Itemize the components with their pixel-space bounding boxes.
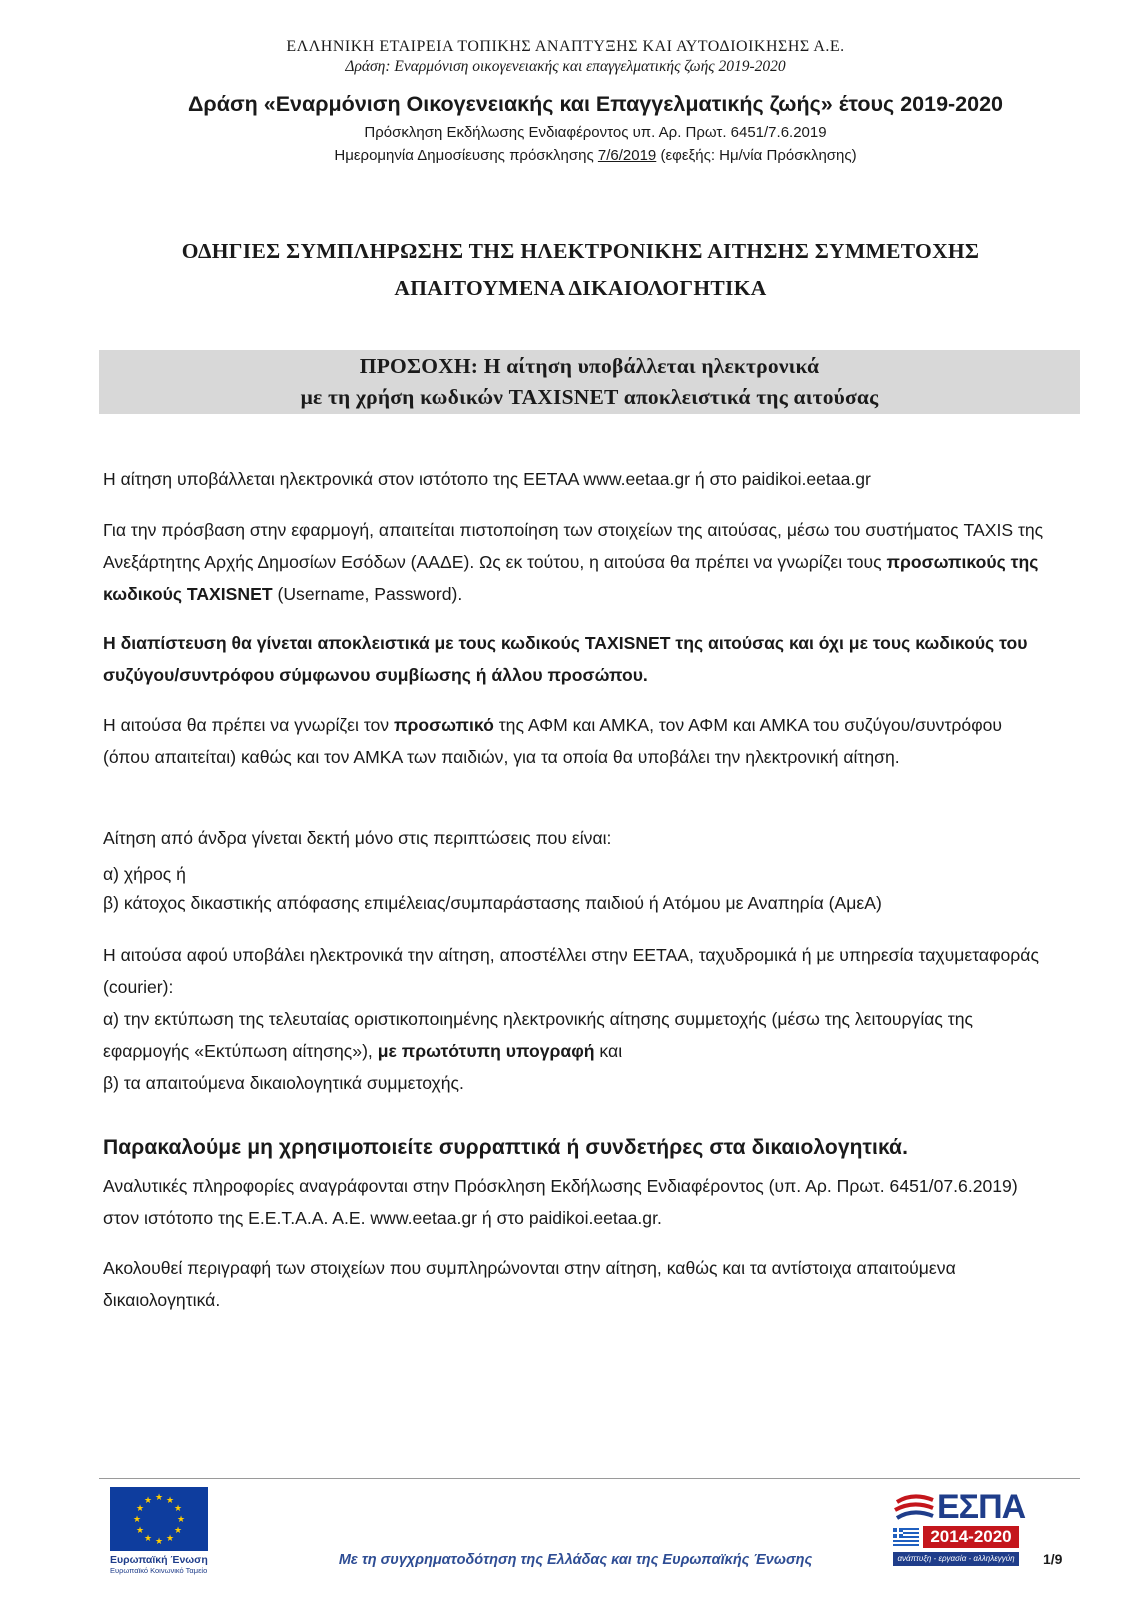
svg-text:★: ★ [132,1515,142,1525]
case-a: α) χήρος ή [103,864,186,884]
paragraph-access: Για την πρόσβαση στην εφαρμογή, απαιτείται πιστοποίηση των στοιχείων της αιτούσας, μέσω του συστήματος TAXIS της Ανεξάρτητης Αρχής Δημοσίων Εσόδων (ΑΑΔΕ). Ως εκ τούτου, η αιτούσα θα πρέπει να γνωρίζει τους προσωπικούς της κωδικούς TAXISNET (Username, Password). [103,520,1044,604]
organization-name: ΕΛΛΗΝΙΚΗ ΕΤΑΙΡΕΙΑ ΤΟΠΙΚΗΣ ΑΝΑΠΤΥΞΗΣ ΚΑΙ ΑΥΤΟΔΙΟΙΚΗΣΗΣ Α.Ε. [286,38,845,55]
paragraph-identifiers: Η αιτούσα θα πρέπει να γνωρίζει τον προσωπικό της ΑΦΜ και ΑΜΚΑ, τον ΑΦΜ και ΑΜΚΑ του συζύγου/συντρόφου (όπου απαιτείται) καθώς και τον ΑΜΚΑ των παιδιών, για τα οποία θα υποβάλει την ηλεκτρονική αίτηση. [103,715,1003,767]
eu-label: Ευρωπαϊκή Ένωση [110,1554,208,1566]
publication-date: 7/6/2019 [597,147,657,164]
header-subtitle: Δράση: Εναρμόνιση οικογενειακής και επαγγελματικής ζωής 2019-2020 [345,58,786,75]
male-applicant-cases [103,860,1048,918]
svg-text:★: ★ [135,1526,145,1536]
footer-divider [99,1478,1080,1479]
svg-text:★: ★ [143,1534,153,1544]
stapler-notice: Παρακαλούμε μη χρησιμοποιείτε συρραπτικά ή συνδετήρες στα δικαιολογητικά. [103,1136,909,1159]
document-header [0,38,1131,76]
espa-swoosh-icon [893,1494,935,1524]
paragraph-submission: Η αίτηση υποβάλλεται ηλεκτρονικά στον ιστότοπο της ΕΕΤΑΑ www.eetaa.gr ή στο paidikoi.eetaa.gr [103,469,871,489]
espa-wordmark: ΕΣΠΑ [937,1488,1026,1526]
svg-text:★: ★ [165,1496,175,1506]
greek-flag-icon [893,1528,919,1546]
attention-box [99,350,1080,414]
svg-text:★: ★ [154,1493,164,1503]
action-title: Δράση «Εναρμόνιση Οικογενειακής και Επαγγελματικής ζωής» έτους 2019-2020 [187,92,1004,116]
attention-line2: με τη χρήση κωδικών TAXISNET αποκλειστικά της αιτούσας [300,385,879,409]
svg-text:★: ★ [154,1537,164,1547]
eu-flag-icon [110,1487,208,1551]
paragraph-details: Αναλυτικές πληροφορίες αναγράφονται στην Πρόσκληση Εκδήλωσης Ενδιαφέροντος (υπ. Αρ. Πρωτ. 6451/07.6.2019) στον ιστότοπο της Ε.Ε.Τ.Α.Α. Α.Ε. www.eetaa.gr ή στο paidikoi.eetaa.gr. [103,1176,1018,1228]
case-b: β) κάτοχος δικαστικής απόφασης επιμέλειας/συμπαράστασης παιδιού ή Ατόμου με Αναπηρία (ΑμεΑ) [103,893,882,913]
paragraph-mailing: Η αιτούσα αφού υποβάλει ηλεκτρονικά την αίτηση, αποστέλλει στην ΕΕΤΑΑ, ταχυδρομικά ή με υπηρεσία ταχυμεταφοράς (courier): α) την εκτύπωση της τελευταίας οριστικοποιημένης ηλεκτρονικής αίτησης συμμετοχής (μέσω της λειτουργίας της εφαρμογής «Εκτύπωση αίτησης»), με πρωτότυπη υπογραφή και β) τα απαιτούμενα δικαιολογητικά συμμετοχής. [103,945,1039,1093]
svg-text:★: ★ [135,1504,145,1514]
paragraph-accreditation: Η διαπίστευση θα γίνεται αποκλειστικά με τους κωδικούς TAXISNET της αιτούσας και όχι με τους κωδικούς του συζύγου/συντρόφου σύμφωνου συμβίωσης ή άλλου προσώπου. [103,633,1028,685]
funding-statement: Με τη συγχρηματοδότηση της Ελλάδας και της Ευρωπαϊκής Ένωσης [338,1552,813,1568]
document-title-line1: ΟΔΗΓΙΕΣ ΣΥΜΠΛΗΡΩΣΗΣ ΤΗΣ ΗΛΕΚΤΡΟΝΙΚΗΣ ΑΙΤΗΣΗΣ ΣΥΜΜΕΤΟΧΗΣ [181,239,980,263]
svg-text:★: ★ [143,1496,153,1506]
svg-text:★: ★ [173,1526,183,1536]
paragraph-description: Ακολουθεί περιγραφή των στοιχείων που συμπληρώνονται στην αίτηση, καθώς και τα αντίστοιχα απαιτούμενα δικαιολογητικά. [103,1258,956,1310]
svg-text:★: ★ [173,1504,183,1514]
document-title-line2: ΑΠΑΙΤΟΥΜΕΝΑ ΔΙΚΑΙΟΛΟΓΗΤΙΚΑ [394,276,767,300]
espa-years: 2014-2020 [923,1526,1019,1548]
svg-text:★: ★ [176,1515,186,1525]
publication-date-line: Ημερομηνία Δημοσίευσης πρόσκλησης 7/6/2019 (εφεξής: Ημ/νία Πρόσκλησης) [334,147,857,164]
espa-tagline: ανάπτυξη - εργασία - αλληλεγγύη [893,1552,1019,1566]
eu-fund-label: Ευρωπαϊκό Κοινωνικό Ταμείο [110,1566,208,1575]
call-reference: Πρόσκληση Εκδήλωσης Ενδιαφέροντος υπ. Αρ. Πρωτ. 6451/7.6.2019 [364,124,827,141]
document-title [15,233,1131,307]
paragraph-male-applicant: Αίτηση από άνδρα γίνεται δεκτή μόνο στις περιπτώσεις που είναι: [103,828,612,848]
attention-line1: ΠΡΟΣΟΧΗ: Η αίτηση υποβάλλεται ηλεκτρονικά [359,354,820,378]
svg-text:★: ★ [165,1534,175,1544]
page-number: 1/9 [1043,1551,1063,1567]
